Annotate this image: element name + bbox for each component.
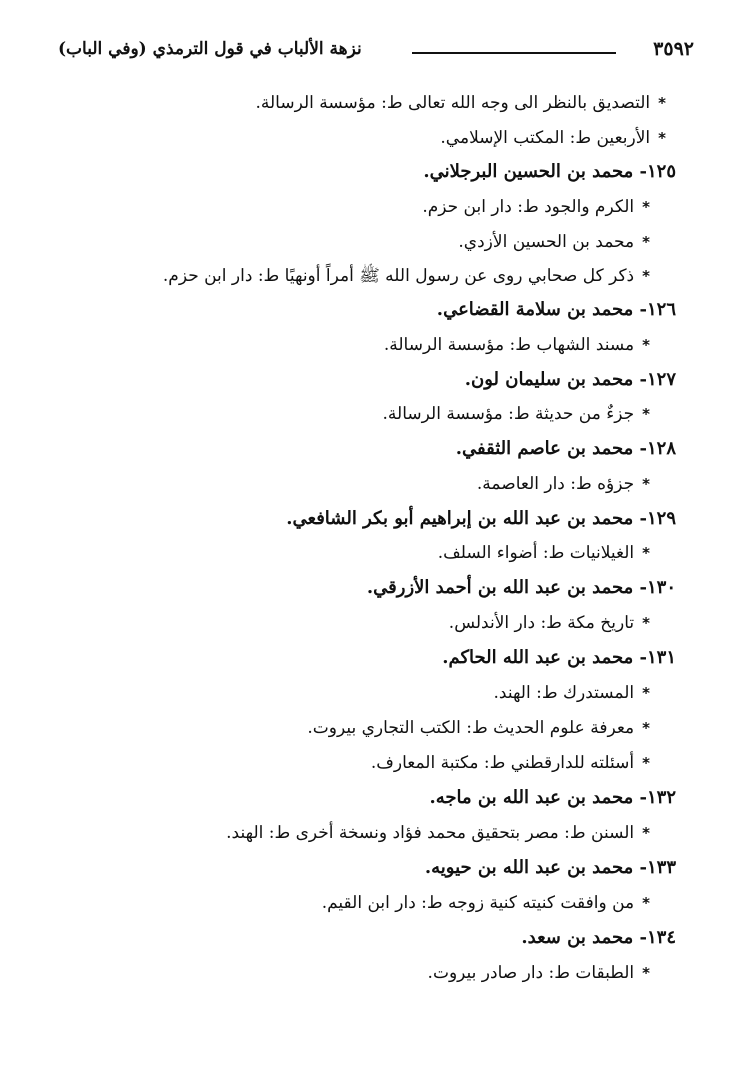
header-rule — [412, 52, 616, 54]
bullet-star: * — [642, 233, 650, 251]
list-item: *تاريخ مكة ط: دار الأندلس. — [448, 613, 650, 633]
bullet-star: * — [658, 129, 666, 147]
list-item: *أسئلته للدارقطني ط: مكتبة المعارف. — [370, 753, 650, 773]
page-header — [58, 38, 694, 68]
list-item: *المستدرك ط: الهند. — [493, 683, 650, 703]
bullet-star: * — [642, 405, 650, 423]
list-item: *الكرم والجود ط: دار ابن حزم. — [422, 197, 650, 217]
list-item: *معرفة علوم الحديث ط: الكتب التجاري بيروت. — [307, 718, 650, 738]
entry-heading: ١٢٥- محمد بن الحسين البرجلاني. — [423, 161, 676, 182]
entry-heading: ١٢٨- محمد بن عاصم الثقفي. — [455, 438, 676, 459]
running-title: نزهة الألباب في قول الترمذي (وفي الباب) — [58, 39, 362, 59]
list-item: *الأربعين ط: المكتب الإسلامي. — [440, 128, 666, 148]
bullet-star: * — [642, 614, 650, 632]
entry-heading: ١٣١- محمد بن عبد الله الحاكم. — [442, 647, 676, 668]
list-item: *محمد بن الحسين الأزدي. — [458, 232, 650, 252]
list-item: *الطبقات ط: دار صادر بيروت. — [427, 963, 650, 983]
bullet-star: * — [642, 824, 650, 842]
entry-heading: ١٢٧- محمد بن سليمان لون. — [464, 369, 676, 390]
list-item: *من وافقت كنيته كنية زوجه ط: دار ابن القيم. — [321, 893, 650, 913]
entry-heading: ١٣٠- محمد بن عبد الله بن أحمد الأزرقي. — [366, 577, 676, 598]
bullet-star: * — [642, 475, 650, 493]
bullet-star: * — [658, 94, 666, 112]
entry-heading: ١٣٣- محمد بن عبد الله بن حيويه. — [424, 857, 676, 878]
bullet-star: * — [642, 719, 650, 737]
bullet-star: * — [642, 894, 650, 912]
bullet-star: * — [642, 964, 650, 982]
entry-heading: ١٢٩- محمد بن عبد الله بن إبراهيم أبو بكر الشافعي. — [286, 508, 676, 529]
entry-heading: ١٣٤- محمد بن سعد. — [521, 927, 676, 948]
entry-heading: ١٣٢- محمد بن عبد الله بن ماجه. — [429, 787, 676, 808]
list-item: *التصديق بالنظر الى وجه الله تعالى ط: مؤسسة الرسالة. — [255, 93, 666, 113]
list-item: *مسند الشهاب ط: مؤسسة الرسالة. — [383, 335, 650, 355]
list-item: *ذكر كل صحابي روى عن رسول الله ﷺ أمراً أونهيًا ط: دار ابن حزم. — [162, 266, 650, 286]
bullet-star: * — [642, 198, 650, 216]
list-item: *جزؤه ط: دار العاصمة. — [476, 474, 650, 494]
bullet-star: * — [642, 684, 650, 702]
list-item: *الغيلانيات ط: أضواء السلف. — [437, 543, 650, 563]
bullet-star: * — [642, 544, 650, 562]
entry-heading: ١٢٦- محمد بن سلامة القضاعي. — [436, 299, 676, 320]
page-number: ٣٥٩٢ — [653, 38, 694, 60]
list-item: *السنن ط: مصر بتحقيق محمد فؤاد ونسخة أخرى ط: الهند. — [226, 823, 650, 843]
list-item: *جزءٌ من حديثة ط: مؤسسة الرسالة. — [382, 404, 650, 424]
bullet-star: * — [642, 336, 650, 354]
bullet-star: * — [642, 754, 650, 772]
bullet-star: * — [642, 267, 650, 285]
